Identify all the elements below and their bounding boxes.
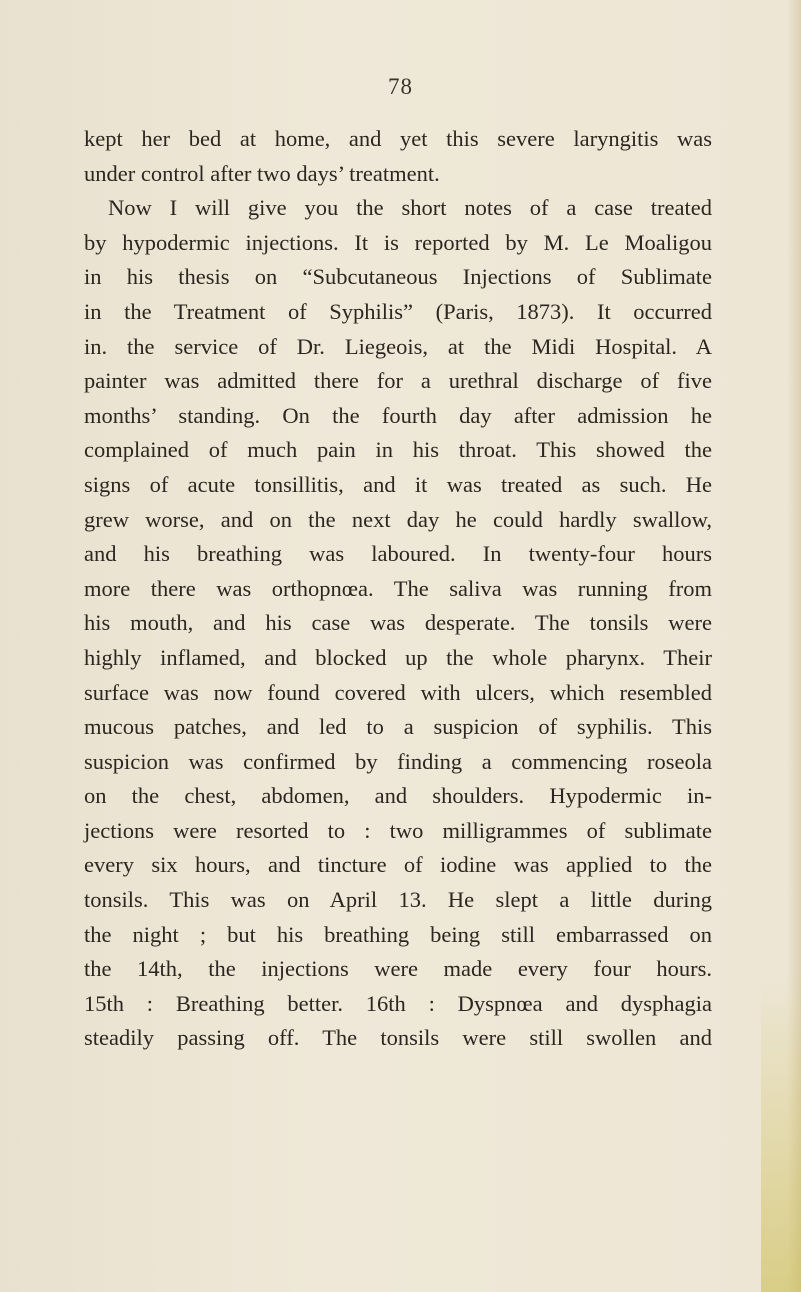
- text-line: by hypodermic injections. It is reported by M. Le Moaligou: [84, 229, 712, 255]
- page-corner-stain: [761, 972, 801, 1292]
- text-line: more there was orthopnœa. The saliva was running from: [84, 575, 712, 601]
- text-line: grew worse, and on the next day he could hardly swallow,: [84, 506, 712, 532]
- text-line: Now I will give you the short notes of a case treated: [108, 195, 712, 221]
- text-line: in. the service of Dr. Liegeois, at the Midi Hospital. A: [84, 333, 712, 359]
- text-line: in the Treatment of Syphilis” (Paris, 1873). It occurred: [84, 298, 712, 324]
- text-line: under control after two days’ treatment.: [84, 160, 440, 186]
- text-line: 15th : Breathing better. 16th : Dyspnœa and dysphagia: [84, 990, 712, 1016]
- text-line: kept her bed at home, and yet this severe laryngitis was: [84, 126, 712, 151]
- text-line: his mouth, and his case was desperate. The tonsils were: [84, 610, 712, 636]
- text-line: every six hours, and tincture of iodine was applied to the: [84, 852, 712, 878]
- text-line: and his breathing was laboured. In twenty-four hours: [84, 541, 712, 567]
- body-text: [84, 122, 712, 1056]
- text-line: complained of much pain in his throat. This showed the: [84, 437, 712, 463]
- text-line: months’ standing. On the fourth day after admission he: [84, 402, 712, 428]
- text-line: suspicion was confirmed by finding a commencing roseola: [84, 748, 712, 774]
- text-line: surface was now found covered with ulcers, which resembled: [84, 679, 712, 705]
- text-line: tonsils. This was on April 13. He slept a little during: [84, 887, 712, 913]
- text-line: mucous patches, and led to a suspicion of syphilis. This: [84, 714, 712, 740]
- text-line: in his thesis on “Subcutaneous Injections of Sublimate: [84, 264, 712, 290]
- text-line: steadily passing off. The tonsils were still swollen and: [84, 1025, 712, 1051]
- text-line: painter was admitted there for a urethral discharge of five: [84, 368, 712, 394]
- text-line: on the chest, abdomen, and shoulders. Hypodermic in-: [84, 783, 712, 809]
- page-number: 78: [388, 74, 413, 99]
- text-line: highly inflamed, and blocked up the whole pharynx. Their: [84, 644, 712, 670]
- text-line: jections were resorted to : two milligrammes of sublimate: [84, 817, 712, 843]
- text-line: the night ; but his breathing being still embarrassed on: [84, 921, 712, 947]
- text-line: the 14th, the injections were made every four hours.: [84, 956, 712, 982]
- text-line: signs of acute tonsillitis, and it was treated as such. He: [84, 471, 712, 497]
